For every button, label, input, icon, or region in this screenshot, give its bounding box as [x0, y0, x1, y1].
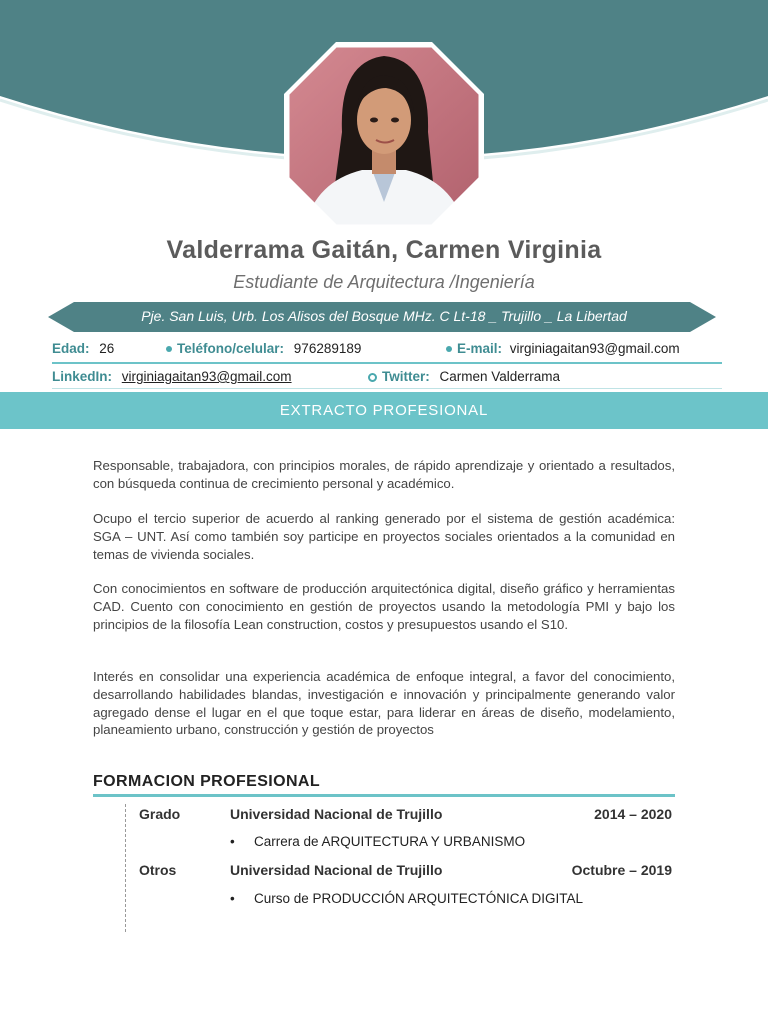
address-text: Pje. San Luis, Urb. Los Alisos del Bosque MHz. C Lt-18 _ Trujillo _ La Libertad: [141, 308, 627, 324]
section-underline: [93, 794, 675, 797]
linkedin-label: LinkedIn:: [52, 369, 112, 384]
edu-institution: Universidad Nacional de Trujillo: [230, 862, 443, 878]
email-label: E-mail:: [457, 341, 503, 356]
contact-age: [52, 341, 114, 356]
edu-detail: • Curso de PRODUCCIÓN ARQUITECTÓNICA DIGITAL: [230, 891, 583, 906]
contact-linkedin: [52, 369, 292, 384]
edu-level: Grado: [139, 806, 181, 822]
twitter-label: Twitter:: [382, 369, 430, 384]
summary-paragraph: Ocupo el tercio superior de acuerdo al ranking generado por el sistema de gestión académica: SGA – UNT. Así como también soy participe en proyectos sociales orientados a la comunidad en temas de vivienda sociales.: [93, 511, 675, 562]
candidate-title: Estudiante de Arquitectura /Ingeniería: [233, 272, 535, 292]
contact-email: [446, 341, 680, 356]
contact-divider: [52, 362, 722, 364]
contact-divider-2: [52, 388, 722, 389]
edu-level: Otros: [139, 862, 177, 878]
summary-paragraph: Responsable, trabajadora, con principios morales, de rápido aprendizaje y orientado a resultados, con búsqueda continua de crecimiento personal y académico.: [93, 458, 675, 491]
edu-institution: Universidad Nacional de Trujillo: [230, 806, 443, 822]
summary-paragraph: Con conocimientos en software de producción arquitectónica digital, diseño gráfico y herramientas CAD. Cuento con conocimiento en gestión de proyectos usando la metodología PMI y bajo los principios de la filosofía Lean construction, costos y presupuestos usando el S10.: [93, 581, 675, 632]
age-label: Edad:: [52, 341, 90, 356]
candidate-name: Valderrama Gaitán, Carmen Virginia: [166, 236, 602, 264]
bullet-icon: [166, 346, 172, 352]
section-header-extracto: [0, 392, 768, 429]
bullet-icon: [446, 346, 452, 352]
timeline-line: [125, 804, 126, 932]
twitter-icon: [368, 373, 377, 382]
edu-detail: • Carrera de ARQUITECTURA Y URBANISMO: [230, 834, 525, 849]
edu-date: 2014 – 2020: [594, 806, 672, 822]
twitter-value[interactable]: Carmen Valderrama: [439, 369, 561, 384]
section-title-formacion: FORMACION PROFESIONAL: [93, 773, 321, 790]
contact-phone: [166, 341, 361, 356]
phone-value: 976289189: [293, 341, 362, 356]
linkedin-value[interactable]: virginiagaitan93@gmail.com: [121, 369, 292, 384]
section-title: EXTRACTO PROFESIONAL: [279, 402, 489, 419]
summary-paragraph: Interés en consolidar una experiencia académica de enfoque integral, a favor del conocimiento, desarrollando habilidades blandas, investigación e innovación y principalmente generando valor agregado dense el lugar en el que toque estar, para liderar en áreas de diseño, modelamiento, planeamiento urbano, construcción y gestión de proyectos: [93, 669, 675, 738]
age-value: 26: [99, 341, 115, 356]
email-value[interactable]: virginiagaitan93@gmail.com: [509, 341, 680, 356]
contact-twitter: [368, 369, 560, 384]
profile-photo: [284, 42, 484, 230]
edu-date: Octubre – 2019: [571, 862, 672, 878]
phone-label: Teléfono/celular:: [177, 341, 285, 356]
